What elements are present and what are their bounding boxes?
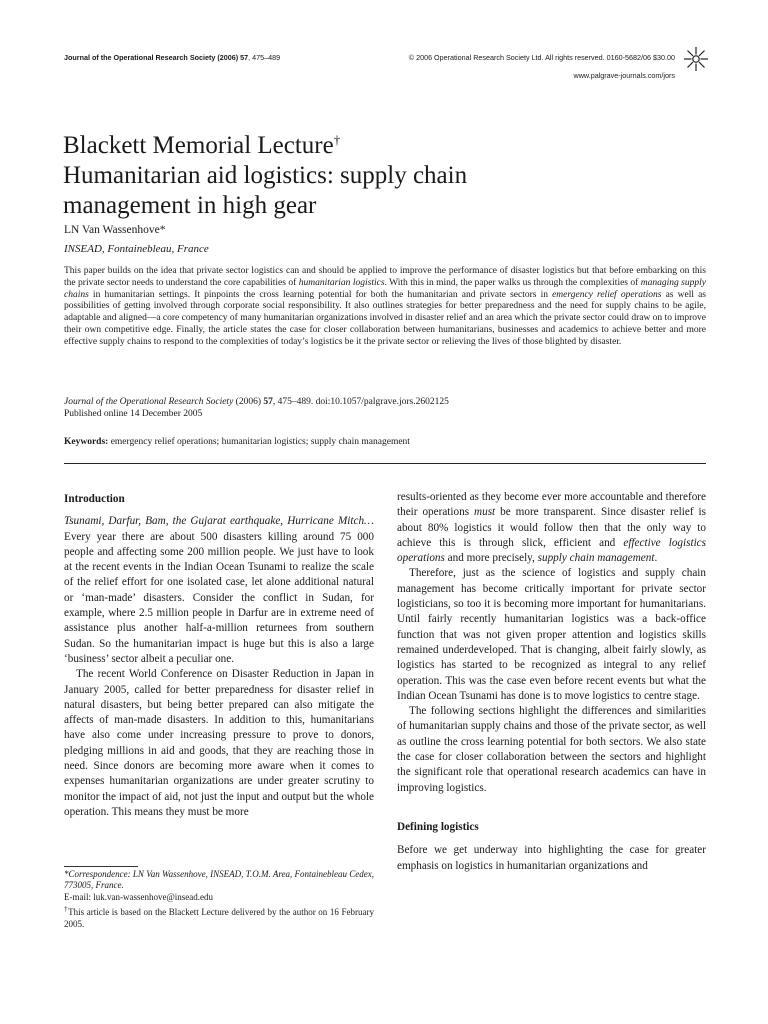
abstract: This paper builds on the idea that private sector logistics can and should be applied to improve the performance of disaster logistics but that before embarking on this the private sector needs to understand the core capabilities of humanitarian logistics. With this in mind, the paper walks us through the complexities of managing supply chains in humanitarian settings. It pinpoints the cross learning potential for both the humanitarian and private sectors in emergency relief operations as well as possibilities of getting involved through corporate social responsibility. It also outlines strategies for better preparedness and the need for supply chains to be agile, adaptable and aligned—a core competency of many humanitarian organizations involved in disaster relief and an area which the private sector could draw on to improve their own competitive edge. Finally, the article states the case for closer collaboration between humanitarians, businesses and academics to achieve better and more effective supply chains to respond to the complexities of today’s logistics be it the private sector or relieving the lives of those blighted by disaster. bbox=[64, 266, 707, 347]
section-heading-introduction: Introduction bbox=[64, 493, 125, 505]
footnote-divider bbox=[64, 866, 138, 867]
citation: Journal of the Operational Research Society (2006) 57, 475–489. doi:10.1057/palgrave.jors.2602125 Published online 14 December 2005 bbox=[64, 397, 449, 419]
article-title: Blackett Memorial Lecture† Humanitarian aid logistics: supply chain management in high gear bbox=[63, 132, 468, 219]
paragraph: results-oriented as they become ever more accountable and therefore their operations must be more transparent. Since disaster relief is about 80% logistics it would follow then that the only way to achieve this is through slick, efficient and effective logistics operations and more precisely, supply chain management. bbox=[397, 491, 707, 565]
correspondence-note: *Correspondence: LN Van Wassenhove, INSEAD, T.O.M. Area, Fontainebleau Cedex, 773005, France. bbox=[64, 869, 374, 891]
section-heading-defining-logistics: Defining logistics bbox=[397, 820, 479, 833]
right-column bbox=[397, 490, 706, 874]
copyright-line: © 2006 Operational Research Society Ltd. All rights reserved. 0160-5682/06 $30.00 bbox=[408, 53, 675, 62]
section-divider bbox=[64, 463, 706, 464]
paragraph: The recent World Conference on Disaster Reduction in Japan in January 2005, called for better preparedness for disaster relief in natural disasters, but being better prepared can also mitigate the affects of man-made disasters. In addition to this, humanitarians have also come under increasing pressure to prove to donors, pledging millions in aid and goods, that they are reaching those in need. Since donors are becoming more aware when it comes to expenses humanitarian organizations are under greater scrutiny to monitor the impact of aid, not just the input and output but the whole operation. This means they must be more bbox=[64, 668, 374, 818]
journal-url[interactable]: www.palgrave-journals.com/jors bbox=[573, 71, 675, 80]
paragraph: The following sections highlight the differences and similarities of humanitarian supply chains and those of the private sector, as well as outline the cross learning potential for both sectors. We also state the case for closer collaboration between the sectors and highlight the significant role that operational research academics can have in improving logistics. bbox=[397, 705, 706, 794]
paragraph: Therefore, just as the science of logistics and supply chain management has become critically important for private sector logisticians, so too it is becoming more important for humanitarians. Until fairly recently humanitarian logistics was a back-office function that was not given proper attention and logistics skills remained underdeveloped. That is changing, albeit fairly slowly, as logistics has started to be recognized as integral to any relief operation. This was the case even before recent events but what the Indian Ocean Tsunami has done is to move logistics to centre stage. bbox=[397, 567, 706, 702]
palgrave-logo-icon bbox=[683, 46, 709, 72]
footnotes bbox=[64, 869, 374, 930]
email-note: E-mail: luk.van-wassenhove@insead.edu bbox=[64, 891, 213, 902]
paragraph: Tsunami, Darfur, Bam, the Gujarat earthquake, Hurricane Mitch… Every year there are about 500 disasters killing around 75 000 people and affecting some 200 million people. We just have to look at the recent events in the Indian Ocean Tsunami to realize the scale of the relief effort for one isolated case, let alone additional natural or ‘man-made’ disasters. Consider the conflict in Sudan, for example, where 2.5 million people in Darfur are in extreme need of assistance plus another half-a-million returnees from southern Sudan. So the humanitarian impact is huge but this is also a large ‘business’ sector albeit a peculiar one. bbox=[64, 515, 374, 665]
running-header-journal: Journal of the Operational Research Society (2006) 57, 475–489 bbox=[64, 53, 281, 62]
author-name: LN Van Wassenhove* bbox=[64, 224, 166, 236]
paragraph: Before we get underway into highlighting the case for greater emphasis on logistics in humanitarian organizations and bbox=[397, 844, 706, 872]
author-affiliation: INSEAD, Fontainebleau, France bbox=[64, 243, 209, 255]
keywords: Keywords: emergency relief operations; humanitarian logistics; supply chain management bbox=[64, 437, 410, 447]
dagger-note: †This article is based on the Blackett Lecture delivered by the author on 16 February 2005. bbox=[64, 904, 374, 929]
left-column bbox=[64, 492, 374, 820]
title-dagger: † bbox=[333, 132, 341, 147]
